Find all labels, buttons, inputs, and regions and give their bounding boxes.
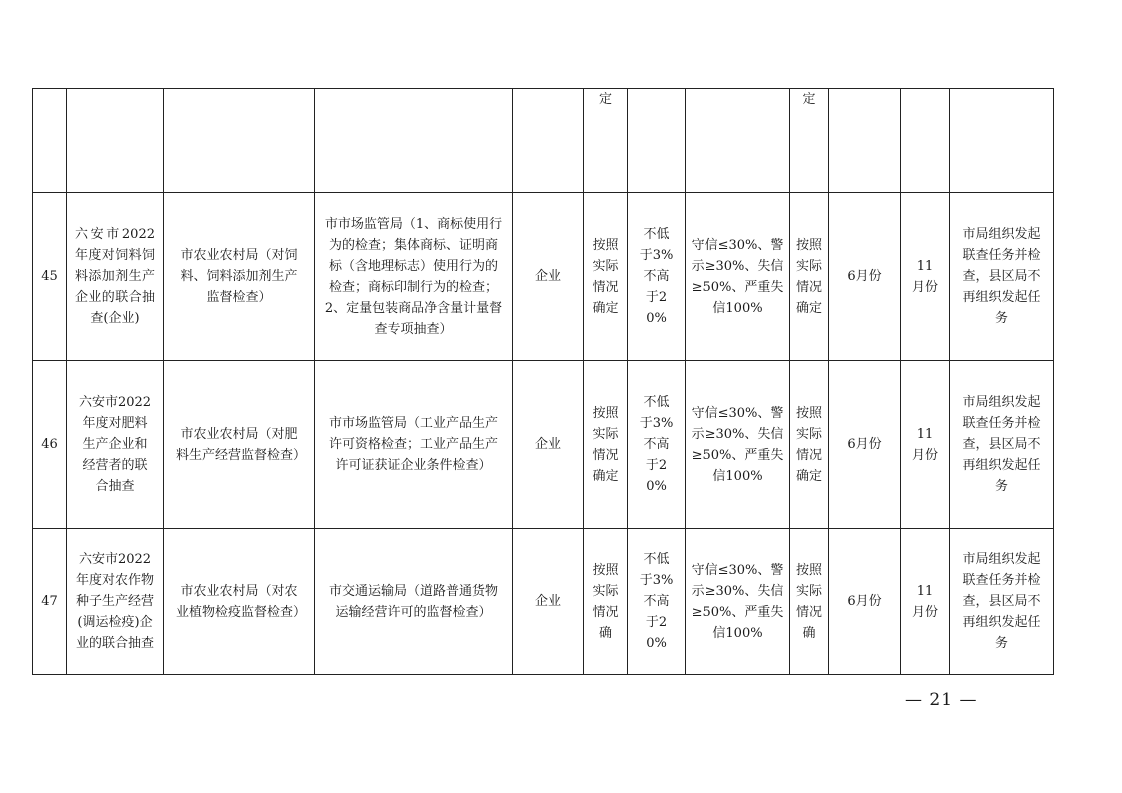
cell-ratio-d: 按照实际情况确定: [790, 193, 829, 361]
cell-ratio-d: 定: [790, 89, 829, 193]
cell-ratio-a: 按照实际情况确定: [584, 361, 628, 529]
cell-end: 11月份: [901, 361, 950, 529]
cell-start: [829, 89, 901, 193]
cell-ratio-d: 按照实际情况确: [790, 529, 829, 675]
cell-ratio-c: [686, 89, 790, 193]
cell-name: 六安市2022年度对农作物种子生产经营(调运检疫)企业的联合抽查: [67, 529, 164, 675]
cell-note: 市局组织发起联查任务并检查，县区局不再组织发起任务: [950, 529, 1054, 675]
page-number: — 21 —: [905, 690, 978, 710]
table-row: [33, 361, 1054, 529]
table-row-continued: [33, 89, 1054, 193]
cell-partner-dept: 市市场监管局（工业产品生产许可资格检查；工业产品生产许可证获证企业条件检查）: [315, 361, 513, 529]
cell-ratio-b: [628, 89, 686, 193]
cell-note: [950, 89, 1054, 193]
cell-end: 11月份: [901, 529, 950, 675]
cell-start: 6月份: [829, 529, 901, 675]
cell-ratio-a: 按照实际情况确: [584, 529, 628, 675]
cell-name: 六安市2022年度对肥料生产企业和经营者的联合抽查: [67, 361, 164, 529]
cell-start: 6月份: [829, 361, 901, 529]
cell-ratio-b: 不低于3%不高于20%: [628, 361, 686, 529]
cell-note: 市局组织发起联查任务并检查，县区局不再组织发起任务: [950, 193, 1054, 361]
cell-no: 46: [33, 361, 67, 529]
cell-no: 45: [33, 193, 67, 361]
cell-object: [513, 89, 584, 193]
cell-ratio-d: 按照实际情况确定: [790, 361, 829, 529]
cell-partner-dept: 市交通运输局（道路普通货物运输经营许可的监督检查）: [315, 529, 513, 675]
cell-ratio-b: 不低于3%不高于20%: [628, 193, 686, 361]
cell-note: 市局组织发起联查任务并检查，县区局不再组织发起任务: [950, 361, 1054, 529]
cell-lead-dept: 市农业农村局（对饲料、饲料添加剂生产监督检查）: [164, 193, 315, 361]
cell-partner-dept: 市市场监管局（1、商标使用行为的检查；集体商标、证明商标（含地理标志）使用行为的检查；商标印制行为的检查；2、定量包装商品净含量计量督查专项抽查）: [315, 193, 513, 361]
cell-partner-dept: [315, 89, 513, 193]
cell-end: 11月份: [901, 193, 950, 361]
cell-no: 47: [33, 529, 67, 675]
cell-ratio-c: 守信≤30%、警示≥30%、失信≥50%、严重失信100%: [686, 529, 790, 675]
table-row: [33, 529, 1054, 675]
cell-ratio-b: 不低于3%不高于20%: [628, 529, 686, 675]
cell-end: [901, 89, 950, 193]
cell-lead-dept: 市农业农村局（对农业植物检疫监督检查）: [164, 529, 315, 675]
cell-object: 企业: [513, 529, 584, 675]
cell-ratio-c: 守信≤30%、警示≥30%、失信≥50%、严重失信100%: [686, 361, 790, 529]
cell-name: [67, 89, 164, 193]
inspection-plan-table: [32, 88, 1054, 675]
cell-ratio-c: 守信≤30%、警示≥30%、失信≥50%、严重失信100%: [686, 193, 790, 361]
cell-lead-dept: [164, 89, 315, 193]
cell-no: [33, 89, 67, 193]
cell-object: 企业: [513, 193, 584, 361]
cell-name: 六安市2022年度对饲料饲料添加剂生产企业的联合抽查(企业): [67, 193, 164, 361]
cell-object: 企业: [513, 361, 584, 529]
cell-lead-dept: 市农业农村局（对肥料生产经营监督检查）: [164, 361, 315, 529]
cell-ratio-a: 按照实际情况确定: [584, 193, 628, 361]
table-row: [33, 193, 1054, 361]
cell-start: 6月份: [829, 193, 901, 361]
cell-ratio-a: 定: [584, 89, 628, 193]
